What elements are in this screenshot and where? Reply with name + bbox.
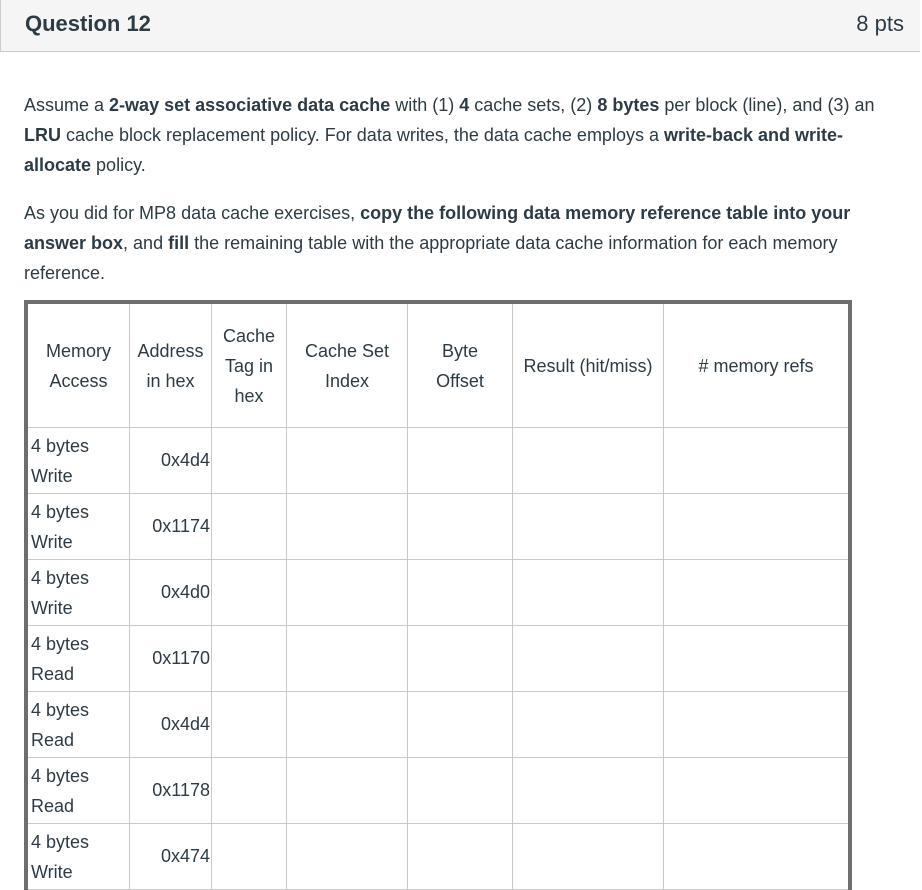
header-cache-set-index xyxy=(287,302,408,428)
access-size: 4 bytes xyxy=(31,699,90,720)
address-cell: 0x4d4 xyxy=(130,692,212,758)
result-cell xyxy=(513,626,664,692)
access-op: Read xyxy=(31,795,75,816)
tag-cell xyxy=(212,626,287,692)
memory-refs-cell xyxy=(664,692,851,758)
offset-cell xyxy=(408,758,513,824)
bold-run: fill xyxy=(168,233,190,253)
bold-run: copy the following data memory reference table into your answer box xyxy=(24,203,851,253)
memory-refs-cell xyxy=(664,494,851,560)
question-paragraph-1 xyxy=(24,90,904,180)
access-size: 4 bytes xyxy=(31,633,90,654)
header-memory-refs: # memory refs xyxy=(664,302,851,428)
header-line: Memory xyxy=(45,340,111,361)
offset-cell xyxy=(408,824,513,890)
question-title: Question 12 xyxy=(25,11,151,36)
header-memory-access xyxy=(26,302,130,428)
header-line: Tag in xyxy=(224,355,274,376)
table-row xyxy=(26,626,850,692)
memory-reference-table xyxy=(24,300,852,890)
table-row xyxy=(26,560,850,626)
bold-run: LRU xyxy=(24,125,61,145)
access-cell xyxy=(26,758,130,824)
memory-refs-cell xyxy=(664,824,851,890)
offset-cell xyxy=(408,692,513,758)
memory-refs-cell xyxy=(664,560,851,626)
address-cell: 0x1178 xyxy=(130,758,212,824)
header-line: Cache Set xyxy=(304,340,390,361)
text-run: the remaining table with the appropriate data cache information for each memory reference. xyxy=(24,233,838,283)
header-line: Byte xyxy=(441,340,479,361)
result-cell xyxy=(513,560,664,626)
text-run: policy. xyxy=(91,155,146,175)
question-paragraph-2 xyxy=(24,198,904,288)
result-cell xyxy=(513,692,664,758)
address-cell: 0x1174 xyxy=(130,494,212,560)
memory-refs-cell xyxy=(664,626,851,692)
header-result: Result (hit/miss) xyxy=(513,302,664,428)
access-op: Write xyxy=(31,861,73,882)
access-size: 4 bytes xyxy=(31,567,90,588)
access-cell xyxy=(26,824,130,890)
bold-run: 8 bytes xyxy=(597,95,660,115)
table-row xyxy=(26,758,850,824)
access-cell xyxy=(26,494,130,560)
bold-run: 4 xyxy=(459,95,470,115)
tag-cell xyxy=(212,758,287,824)
text-run: Assume a xyxy=(24,95,110,115)
text-run: cache sets, (2) xyxy=(469,95,598,115)
bold-run: 2-way set associative data cache xyxy=(109,95,391,115)
access-op: Write xyxy=(31,531,73,552)
question-points: 8 pts xyxy=(856,11,904,36)
text-run: per block (line), and (3) an xyxy=(659,95,875,115)
access-op: Write xyxy=(31,465,73,486)
access-size: 4 bytes xyxy=(31,435,90,456)
memory-refs-cell xyxy=(664,428,851,494)
header-line: Index xyxy=(324,370,370,391)
header-line: Offset xyxy=(436,370,484,391)
header-byte-offset xyxy=(408,302,513,428)
set-index-cell xyxy=(287,428,408,494)
access-op: Read xyxy=(31,729,75,750)
set-index-cell xyxy=(287,560,408,626)
tag-cell xyxy=(212,824,287,890)
set-index-cell xyxy=(287,494,408,560)
address-cell: 0x474 xyxy=(130,824,212,890)
offset-cell xyxy=(408,560,513,626)
header-line: Address xyxy=(137,340,204,361)
tag-cell xyxy=(212,494,287,560)
header-line: Cache xyxy=(222,325,276,346)
table-row xyxy=(26,692,850,758)
offset-cell xyxy=(408,494,513,560)
header-line: Access xyxy=(49,370,108,391)
table-row xyxy=(26,824,850,890)
memory-refs-cell xyxy=(664,758,851,824)
access-op: Read xyxy=(31,663,75,684)
access-cell xyxy=(26,626,130,692)
text-run: cache block replacement policy. For data writes, the data cache employs a xyxy=(61,125,664,145)
tag-cell xyxy=(212,560,287,626)
address-cell: 0x4d0 xyxy=(130,560,212,626)
access-cell xyxy=(26,692,130,758)
header-line: hex xyxy=(234,385,264,406)
header-address xyxy=(130,302,212,428)
table-row xyxy=(26,494,850,560)
table-row xyxy=(26,428,850,494)
access-op: Write xyxy=(31,597,73,618)
header-cache-tag xyxy=(212,302,287,428)
tag-cell xyxy=(212,428,287,494)
result-cell xyxy=(513,428,664,494)
set-index-cell xyxy=(287,758,408,824)
offset-cell xyxy=(408,626,513,692)
result-cell xyxy=(513,758,664,824)
question-body xyxy=(24,90,904,306)
question-header xyxy=(0,0,920,52)
address-cell: 0x1170 xyxy=(130,626,212,692)
access-size: 4 bytes xyxy=(31,831,90,852)
set-index-cell xyxy=(287,692,408,758)
access-cell xyxy=(26,560,130,626)
result-cell xyxy=(513,494,664,560)
set-index-cell xyxy=(287,626,408,692)
offset-cell xyxy=(408,428,513,494)
address-cell: 0x4d4 xyxy=(130,428,212,494)
table-header-row xyxy=(26,302,850,428)
bold-run: write-back and write-allocate xyxy=(24,125,844,175)
text-run: As you did for MP8 data cache exercises, xyxy=(24,203,361,223)
result-cell xyxy=(513,824,664,890)
text-run: , and xyxy=(123,233,169,253)
access-size: 4 bytes xyxy=(31,501,90,522)
access-size: 4 bytes xyxy=(31,765,90,786)
access-cell xyxy=(26,428,130,494)
tag-cell xyxy=(212,692,287,758)
header-line: in hex xyxy=(146,370,195,391)
set-index-cell xyxy=(287,824,408,890)
text-run: with (1) xyxy=(390,95,460,115)
